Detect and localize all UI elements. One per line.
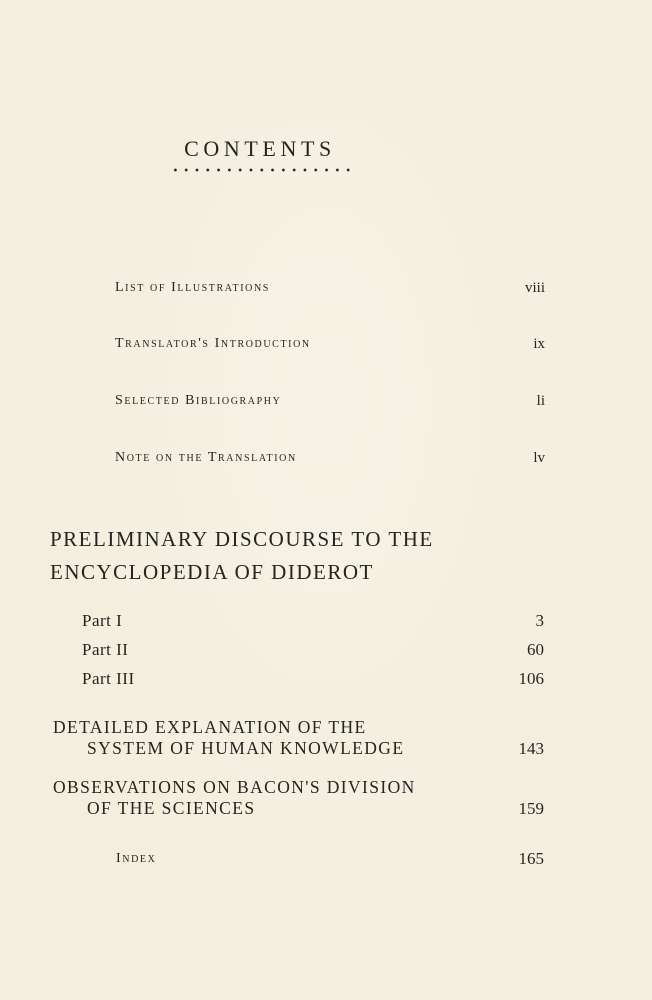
section-title-line: PRELIMINARY DISCOURSE TO THE <box>50 527 434 551</box>
part-page: 60 <box>527 640 544 659</box>
part-label: Part II <box>82 640 129 659</box>
heading-dotted-rule <box>170 168 350 172</box>
toc-entry-page: lv <box>533 450 545 466</box>
toc-entry-index <box>116 849 544 869</box>
toc-entry-selected-bibliography <box>115 392 545 412</box>
entry-title-line: OF THE SCIENCES <box>87 798 256 818</box>
part-label: Part III <box>82 669 135 688</box>
toc-entry-part-i <box>82 610 544 632</box>
toc-entry-label: List of Illustrations <box>115 280 270 295</box>
toc-entry-label: Selected Bibliography <box>115 393 282 408</box>
toc-entry-detailed-explanation <box>53 717 544 759</box>
toc-entry-page: li <box>536 393 545 409</box>
index-page: 165 <box>518 849 544 868</box>
contents-heading-text: CONTENTS <box>184 136 336 161</box>
entry-page: 143 <box>518 739 544 758</box>
entry-title-line: SYSTEM OF HUMAN KNOWLEDGE <box>87 738 405 758</box>
toc-entry-label: Translator's Introduction <box>115 336 311 351</box>
part-label: Part I <box>82 611 123 630</box>
section-title-line: ENCYCLOPEDIA OF DIDEROT <box>50 560 374 584</box>
toc-entry-part-iii <box>82 668 544 690</box>
preliminary-discourse-title <box>50 523 530 589</box>
toc-entry-part-ii <box>82 639 544 661</box>
entry-title-line: OBSERVATIONS ON BACON'S DIVISION <box>53 777 416 797</box>
contents-heading <box>168 136 352 172</box>
index-label: Index <box>116 851 157 866</box>
toc-entry-note-on-translation <box>115 449 545 469</box>
toc-entry-page: viii <box>524 280 545 296</box>
entry-page: 159 <box>518 799 544 818</box>
part-page: 3 <box>535 611 544 630</box>
toc-entry-observations-bacon <box>53 777 544 819</box>
part-page: 106 <box>518 669 544 688</box>
toc-entry-label: Note on the Translation <box>115 450 297 465</box>
toc-entry-page: ix <box>533 336 545 352</box>
toc-entry-list-of-illustrations <box>115 279 545 299</box>
entry-title-line: DETAILED EXPLANATION OF THE <box>53 717 367 737</box>
toc-entry-translators-introduction <box>115 335 545 355</box>
